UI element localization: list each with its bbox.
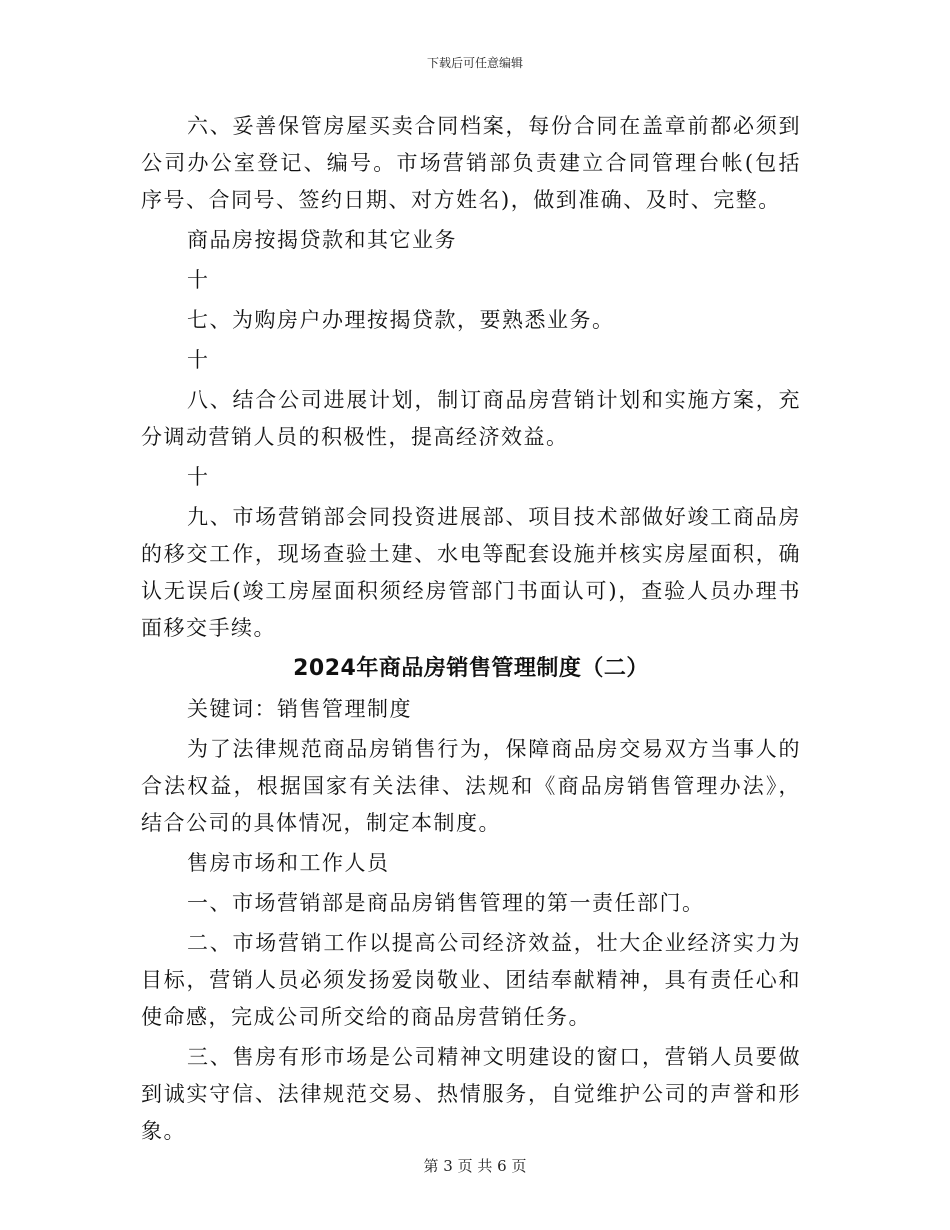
paragraph-marker: 十 — [187, 268, 210, 292]
paragraph: 九、市场营销部会同投资进展部、项目技术部做好竣工商品房的移交工作，现场查验土建、水电等配套设施并核实房屋面积，确认无误后(竣工房屋面积须经房管部门书面认可)，查验人员办理书面移交手续。 — [141, 505, 801, 640]
paragraph-marker: 十 — [187, 465, 210, 489]
section-heading: 2024年商品房销售管理制度（二） — [293, 656, 649, 681]
header-note: 下载后可任意编辑 — [426, 56, 523, 70]
keywords-line: 关键词：销售管理制度 — [187, 697, 412, 721]
paragraph: 一、市场营销部是商品房销售管理的第一责任部门。 — [187, 891, 705, 915]
document-body — [141, 108, 801, 1153]
paragraph-marker: 十 — [187, 348, 210, 372]
page-indicator: 第 3 页 共 6 页 — [423, 1157, 527, 1175]
paragraph: 八、结合公司进展计划，制订商品房营销计划和实施方案，充分调动营销人员的积极性，提高经济效益。 — [141, 388, 801, 449]
paragraph: 七、为购房户办理按揭贷款，要熟悉业务。 — [187, 308, 615, 332]
subsection-title: 售房市场和工作人员 — [187, 851, 390, 875]
paragraph: 为了法律规范商品房销售行为，保障商品房交易双方当事人的合法权益，根据国家有关法律、法规和《商品房销售管理办法》，结合公司的具体情况，制定本制度。 — [141, 737, 801, 835]
paragraph: 三、售房有形市场是公司精神文明建设的窗口，营销人员要做到诚实守信、法律规范交易、热情服务，自觉维护公司的声誉和形象。 — [141, 1045, 801, 1143]
paragraph: 二、市场营销工作以提高公司经济效益，壮大企业经济实力为目标，营销人员必须发扬爱岗敬业、团结奉献精神，具有责任心和使命感，完成公司所交给的商品房营销任务。 — [141, 931, 801, 1029]
subsection-title: 商品房按揭贷款和其它业务 — [187, 228, 457, 252]
paragraph: 六、妥善保管房屋买卖合同档案，每份合同在盖章前都必须到公司办公室登记、编号。市场营销部负责建立合同管理台帐(包括序号、合同号、签约日期、对方姓名)，做到准确、及时、完整。 — [141, 114, 801, 212]
